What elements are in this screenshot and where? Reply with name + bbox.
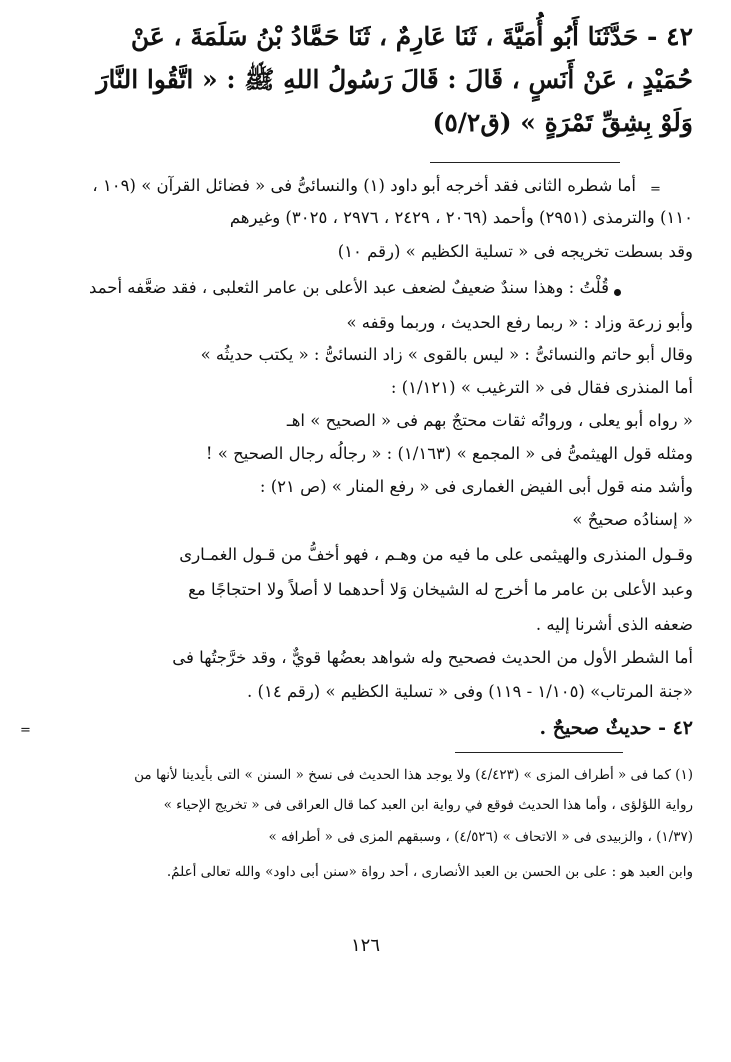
hadith-line-1: ٤٢ - حَدَّثَنَا أَبُو أُمَيَّةَ ، ثَنَا عَارِمٌ ، ثَنَا حَمَّادُ بْنُ سَلَمَةَ ، عَنْ (130, 22, 693, 51)
commentary-line-7: أما المنذرى فقال فى « الترغيب » (١/١٢١) : (390, 378, 693, 397)
footnote-line-1: (١) كما فى « أطراف المزى » (٤/٤٢٣) ولا يوجد هذا الحديث فى نسخ « السنن » التى بأيدينا لأنها من (134, 767, 693, 783)
page-number: ١٢٦ (350, 935, 380, 956)
commentary-line-2: ١١٠) والترمذى (٢٩٥١) وأحمد (٢٠٦٩ ، ٢٤٢٩ ، ٢٩٧٦ ، ٣٠٢٥) وغيرهم (229, 208, 693, 227)
commentary-line-1: أما شطره الثانى فقد أخرجه أبو داود (١) والنسائىُّ فى « فضائل القرآن » (١٠٩ ، (92, 176, 636, 195)
footnote-divider (455, 752, 623, 753)
commentary-line-13: وعبد الأعلى بن عامر ما أخرج له الشيخان وَلا أحدهما لا أصلاً ولا احتجاجًا مع (188, 580, 693, 599)
commentary-line-5: وأبو زرعة وزاد : « ربما رفع الحديث ، وربما وقفه » (346, 313, 693, 332)
commentary-line-15: أما الشطر الأول من الحديث فصحيح وله شواهد بعضُها قويٌّ ، وقد خرَّجتُها فى (172, 648, 693, 667)
commentary-line-3: وقد بسطت تخريجه فى « تسلية الكظيم » (رقم ١٠) (337, 242, 693, 261)
hadith-grading: ٤٢ - حديثٌ صحيحٌ . (539, 717, 693, 739)
bullet-icon (614, 289, 621, 296)
commentary-line-16: «جنة المرتاب» (١/١٠٥ - ١١٩) وفى « تسلية الكظيم » (رقم ١٤) . (247, 682, 693, 701)
commentary-line-10: وأشد منه قول أبى الفيض الغمارى فى « رفع المنار » (ص ٢١) : (259, 477, 693, 496)
section-divider (430, 162, 620, 163)
commentary-line-6: وقال أبو حاتم والنسائىُّ : « ليس بالقوى » زاد النسائىُّ : « يكتب حديثُه » (200, 345, 693, 364)
margin-mark-bottom: = (20, 723, 31, 738)
hadith-line-2: حُمَيْدٍ ، عَنْ أَنَسٍ ، قَالَ : قَالَ رَسُولُ اللهِ ﷺ : « اتَّقُوا النَّارَ (96, 65, 693, 94)
hadith-line-3: وَلَوْ بِشِقِّ تَمْرَةٍ » (ق٥/٢) (432, 108, 693, 137)
commentary-line-12: وقـول المنذرى والهيثمى على ما فيه من وهـم ، فهو أخفُّ من قـول الغمـارى (179, 545, 693, 564)
footnote-line-2: رواية اللؤلؤى ، وأما هذا الحديث فوقع في رواية ابن العبد كما قال العراقى فى « تخريج الإحياء » (163, 797, 693, 813)
footnote-line-3: (١/٣٧) ، والزبيدى فى « الاتحاف » (٤/٥٢٦) ، وسبقهم المزى فى « أطرافه » (268, 829, 693, 845)
commentary-line-11: « إسنادُه صحيحٌ » (572, 510, 693, 529)
commentary-line-9: ومثله قول الهيثمىُّ فى « المجمع » (١/١٦٣) : « رجالُه رجال الصحيح » ! (205, 444, 693, 463)
margin-mark-top: = (650, 182, 661, 197)
footnote-line-4: وابن العبد هو : على بن الحسن بن العبد الأنصارى ، أحد رواة «سنن أبى داود» والله تعالى أعلمُ. (166, 864, 693, 880)
commentary-line-8: « رواه أبو يعلى ، ورواتُه ثقات محتجٌ بهم فى « الصحيح » اهـ (286, 411, 693, 430)
commentary-line-14: ضعفه الذى أشرنا إليه . (535, 615, 693, 634)
commentary-line-4: قُلْتُ : وهذا سندٌ ضعيفٌ لضعف عبد الأعلى بن عامر الثعلبى ، فقد ضعَّفه أحمد (89, 278, 609, 297)
